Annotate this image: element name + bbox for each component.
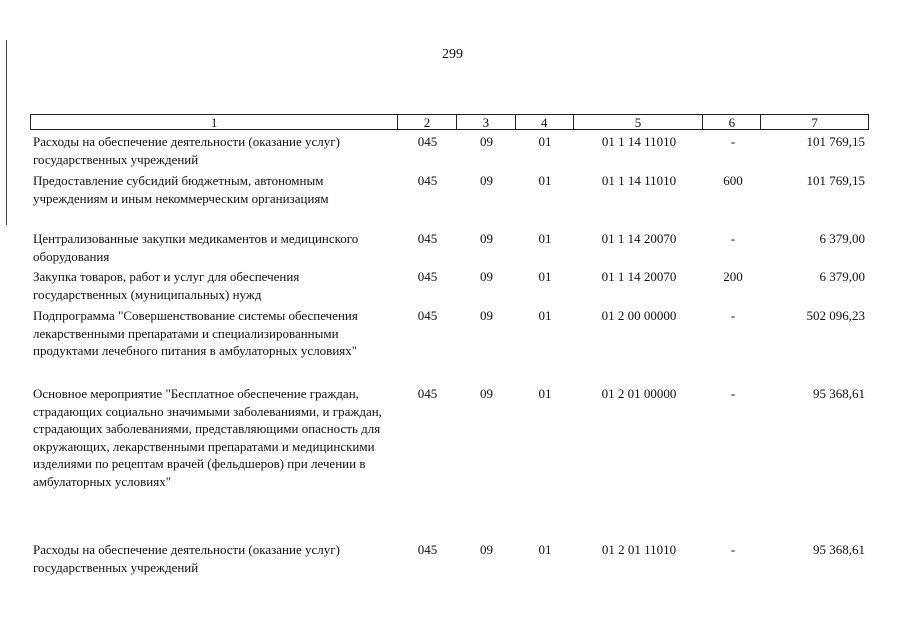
binder-margin-line <box>6 40 7 225</box>
column-header-4: 4 <box>516 115 574 129</box>
row-ministry-code: 045 <box>417 173 438 188</box>
row-name: Закупка товаров, работ и услуг для обеспечения государственных (муниципальных) нужд <box>33 269 300 302</box>
row-amount: 95 368,61 <box>813 542 865 557</box>
row-expense-type: 200 <box>723 269 743 284</box>
row-subsection-code: 01 <box>538 386 552 401</box>
page-number: 299 <box>442 47 463 62</box>
row-name: Расходы на обеспечение деятельности (оказание услуг) государственных учреждений <box>33 134 340 167</box>
row-section-code: 09 <box>480 542 493 557</box>
row-ministry-code: 045 <box>417 134 438 149</box>
row-name: Подпрограмма "Совершенствование системы обеспечения лекарственными препаратами и специализированными продуктами лечебного питания в амбулаторных условиях" <box>33 308 358 358</box>
row-target-code: 01 2 01 11010 <box>601 542 677 557</box>
row-amount: 6 379,00 <box>819 231 865 246</box>
row-subsection-code: 01 <box>538 542 552 557</box>
row-subsection-code: 01 <box>538 173 552 188</box>
row-subsection-code: 01 <box>538 308 552 323</box>
row-expense-type: - <box>730 134 736 149</box>
row-section-code: 09 <box>480 269 493 284</box>
row-section-code: 09 <box>480 308 493 323</box>
column-header-6: 6 <box>703 115 761 129</box>
row-expense-type: - <box>730 231 736 246</box>
row-amount: 502 096,23 <box>806 308 865 323</box>
row-ministry-code: 045 <box>417 269 438 284</box>
row-amount: 95 368,61 <box>813 386 865 401</box>
row-name: Предоставление субсидий бюджетным, автономным учреждениям и иным некоммерческим организациям <box>33 173 329 206</box>
row-ministry-code: 045 <box>417 308 438 323</box>
column-header-3: 3 <box>457 115 516 129</box>
row-target-code: 01 2 01 00000 <box>601 386 677 401</box>
row-section-code: 09 <box>480 173 493 188</box>
row-amount: 101 769,15 <box>806 173 865 188</box>
row-expense-type: - <box>730 542 736 557</box>
row-target-code: 01 1 14 11010 <box>601 134 677 149</box>
row-subsection-code: 01 <box>538 231 552 246</box>
row-section-code: 09 <box>480 134 493 149</box>
row-ministry-code: 045 <box>417 231 438 246</box>
column-header-5: 5 <box>574 115 704 129</box>
row-name: Основное мероприятие "Бесплатное обеспечение граждан, страдающих социально значимыми заболеваниями, и граждан, страдающих заболеваниями, представляющими опасность для окружающих, лекарственными препаратами и медицинскими изделиями по рецептам врачей (фельдшеров) при лечении в амбулаторных условиях" <box>33 386 382 489</box>
row-amount: 6 379,00 <box>819 269 865 284</box>
row-expense-type: 600 <box>723 173 743 188</box>
row-name: Расходы на обеспечение деятельности (оказание услуг) государственных учреждений <box>33 542 340 575</box>
column-header-7: 7 <box>811 115 818 130</box>
row-section-code: 09 <box>480 386 493 401</box>
row-ministry-code: 045 <box>417 386 438 401</box>
table-header <box>30 114 869 130</box>
row-subsection-code: 01 <box>538 269 552 284</box>
row-name: Централизованные закупки медикаментов и медицинского оборудования <box>33 231 359 264</box>
row-target-code: 01 2 00 00000 <box>601 308 677 323</box>
row-expense-type: - <box>730 308 736 323</box>
row-target-code: 01 1 14 20070 <box>601 231 677 246</box>
column-header-1: 1 <box>31 115 398 129</box>
row-expense-type: - <box>730 386 736 401</box>
row-amount: 101 769,15 <box>806 134 865 149</box>
column-header-2: 2 <box>398 115 457 129</box>
row-subsection-code: 01 <box>538 134 552 149</box>
row-target-code: 01 1 14 11010 <box>601 173 677 188</box>
row-ministry-code: 045 <box>417 542 438 557</box>
row-section-code: 09 <box>480 231 493 246</box>
row-target-code: 01 1 14 20070 <box>601 269 677 284</box>
